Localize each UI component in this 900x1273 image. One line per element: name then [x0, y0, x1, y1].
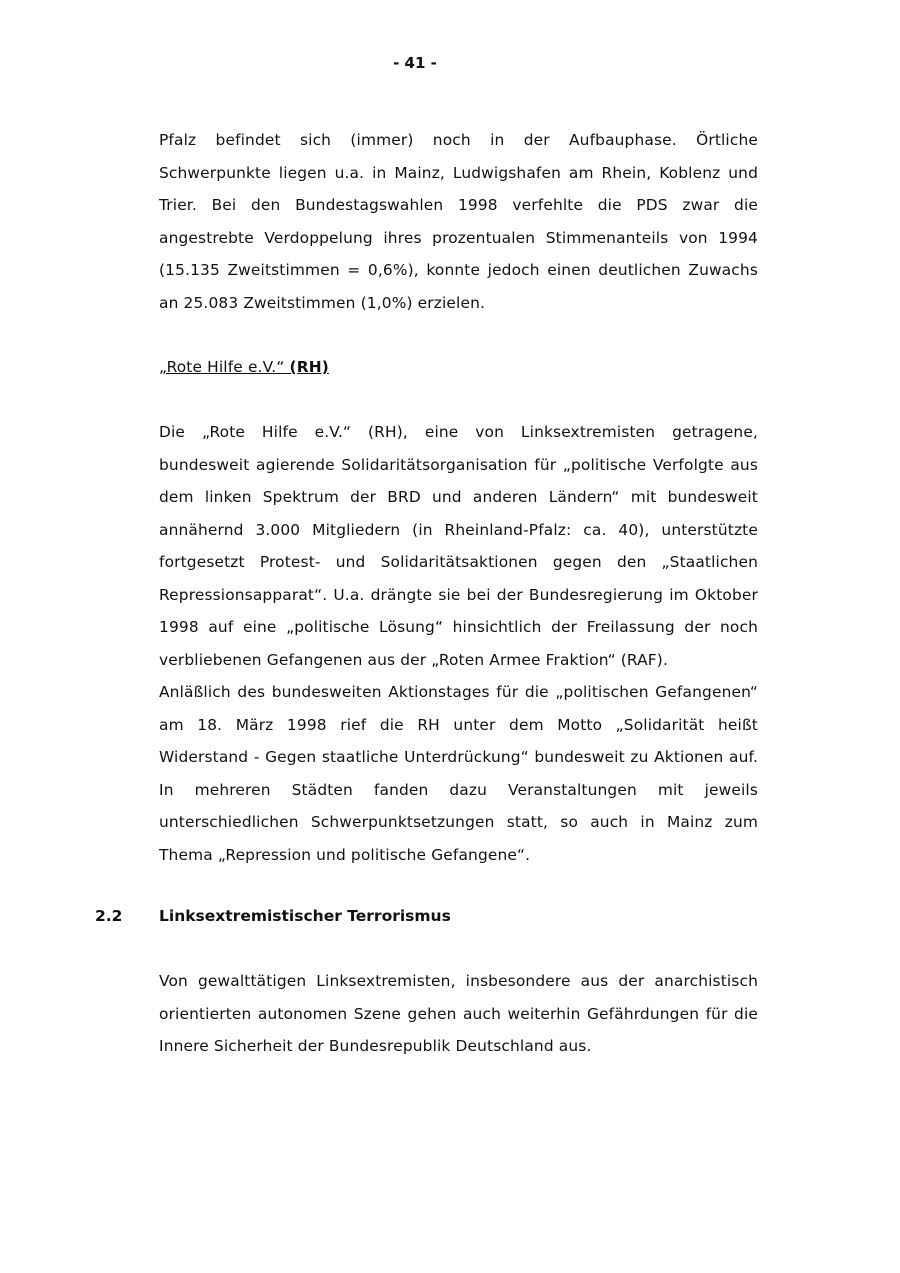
terrorism-paragraph: Von gewalttätigen Linksextremisten, insbesondere aus der anarchistisch orientierten autonomen Szene gehen auch weiterhin Gefährdungen für die Innere Sicherheit der Bundesrepublik Deutschland aus.	[159, 972, 758, 1055]
rh-subheading-name: „Rote Hilfe e.V.“	[159, 358, 285, 376]
rh-paragraph-block	[159, 416, 758, 871]
terrorism-paragraph-block	[159, 965, 758, 1063]
rh-paragraph-1: Die „Rote Hilfe e.V.“ (RH), eine von Linksextremisten getragene, bundesweit agierende Solidaritätsorganisation für „politische Verfolgte aus dem linken Spektrum der BRD und anderen Ländern“ mit bundesweit annähernd 3.000 Mitgliedern (in Rheinland-Pfalz: ca. 40), unterstützte fortgesetzt Protest- und Solidaritätsaktionen gegen den „Staatlichen Repressionsapparat“. U.a. drängte sie bei der Bundesregierung im Oktober 1998 auf eine „politische Lösung“ hinsichtlich der Freilassung der noch verbliebenen Gefangenen aus der „Roten Armee Fraktion“ (RAF).	[159, 423, 758, 669]
rh-subheading-abbr: (RH)	[289, 358, 329, 376]
page-number: - 41 -	[393, 54, 437, 72]
rh-subheading	[159, 358, 329, 376]
pds-paragraph-block	[159, 124, 758, 319]
section-title: Linksextremistischer Terrorismus	[159, 907, 451, 925]
rh-subheading-block	[159, 351, 758, 384]
pds-paragraph: Pfalz befindet sich (immer) noch in der Aufbauphase. Örtliche Schwerpunkte liegen u.a. in Mainz, Ludwigshafen am Rhein, Koblenz und Trier. Bei den Bundestagswahlen 1998 verfehlte die PDS zwar die angestrebte Verdoppelung ihres prozentualen Stimmenanteils von 1994 (15.135 Zweitstimmen = 0,6%), konnte jedoch einen deutlichen Zuwachs an 25.083 Zweitstimmen (1,0%) erzielen.	[159, 131, 758, 312]
rh-paragraph-2: Anläßlich des bundesweiten Aktionstages für die „politischen Gefangenen“ am 18. März 1998 rief die RH unter dem Motto „Solidarität heißt Widerstand - Gegen staatliche Unterdrückung“ bundesweit zu Aktionen auf. In mehreren Städten fanden dazu Veranstaltungen mit jeweils unterschiedlichen Schwerpunktsetzungen statt, so auch in Mainz zum Thema „Repression und politische Gefangene“.	[159, 683, 758, 864]
section-number: 2.2	[95, 907, 123, 925]
